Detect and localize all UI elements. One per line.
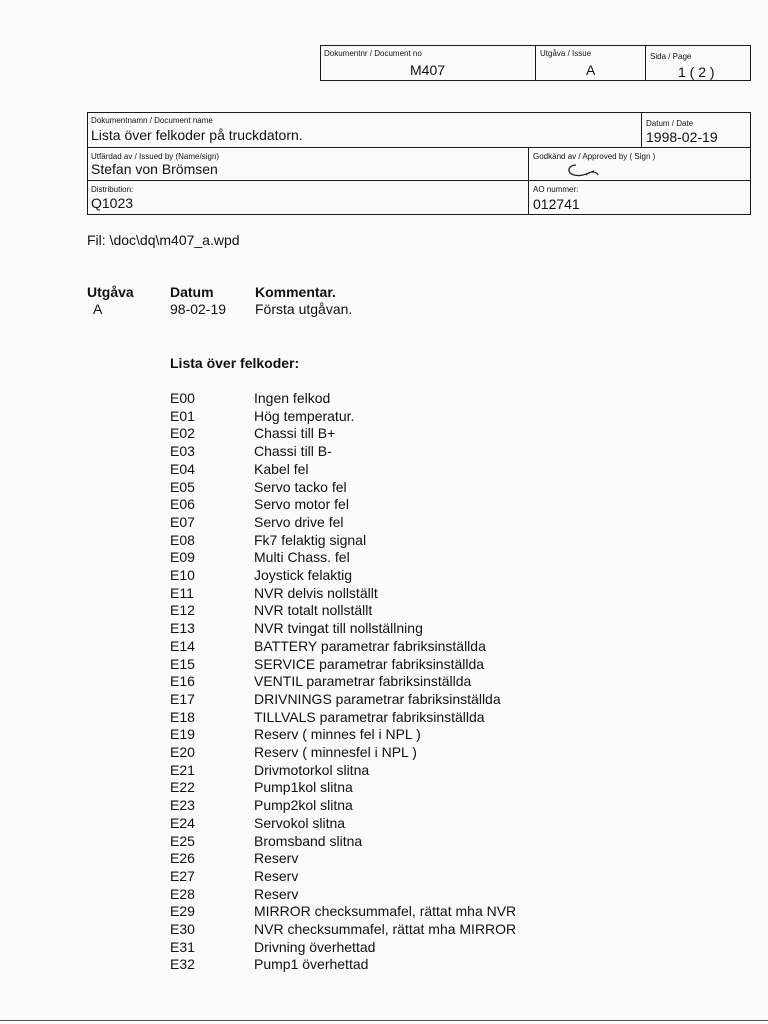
- error-code-row: [0, 903, 700, 921]
- error-code-row: [0, 956, 700, 974]
- error-code-row: [0, 620, 700, 638]
- error-code: E05: [170, 478, 195, 495]
- date-label: Datum / Date: [646, 119, 694, 128]
- error-description: Pump1kol slitna: [254, 779, 353, 796]
- error-code: E09: [170, 549, 195, 566]
- error-description: SERVICE parametrar fabriksinställda: [254, 655, 485, 672]
- revision-date: 98-02-19: [170, 301, 227, 317]
- error-description: Reserv ( minnesfel i NPL ): [254, 744, 417, 760]
- error-code-row: [0, 726, 700, 744]
- error-description: NVR totalt nollställt: [254, 602, 373, 619]
- error-description: MIRROR checksummafel, rättat mha NVR: [254, 903, 517, 920]
- error-description: Fk7 felaktig signal: [254, 531, 367, 548]
- error-code-row: [0, 921, 700, 939]
- error-code: E16: [170, 673, 195, 690]
- ao-value: 012741: [533, 196, 580, 212]
- error-code-row: [0, 868, 700, 886]
- error-code: E26: [170, 850, 195, 867]
- error-code-row: [0, 744, 700, 762]
- error-code: E11: [170, 584, 194, 601]
- error-description: Ingen felkod: [254, 390, 331, 406]
- error-code-row: [0, 762, 700, 780]
- issued-by-value: Stefan von Brömsen: [91, 161, 218, 177]
- error-code-row: [0, 709, 700, 727]
- error-code: E04: [170, 460, 195, 477]
- doc-name-cell: [88, 113, 641, 147]
- error-description: Chassi till B+: [254, 425, 336, 442]
- error-description: Servokol slitna: [254, 814, 346, 831]
- error-code: E00: [170, 390, 195, 406]
- issued-by-label: Utfärdad av / Issued by (Name/sign): [91, 152, 220, 161]
- error-description: DRIVNINGS parametrar fabriksinställda: [254, 690, 501, 707]
- error-description: Multi Chass. fel: [254, 549, 350, 566]
- header-main-box: [87, 112, 751, 215]
- error-code: E17: [170, 690, 195, 707]
- error-description: Reserv: [254, 850, 299, 867]
- error-code: E22: [170, 779, 195, 796]
- issued-by-cell: [88, 149, 528, 180]
- error-code: E07: [170, 513, 195, 530]
- error-code-row: [0, 585, 700, 603]
- error-code: E12: [170, 602, 195, 619]
- error-code: E10: [170, 567, 195, 583]
- error-description: Reserv: [254, 867, 299, 884]
- error-code-row: [0, 797, 700, 815]
- error-code-row: [0, 656, 700, 674]
- error-code-row: [0, 939, 700, 957]
- error-code: E20: [170, 744, 195, 760]
- error-description: Hög temperatur.: [254, 407, 355, 424]
- error-code: E29: [170, 903, 195, 920]
- error-code-row: [0, 850, 700, 868]
- error-code: E31: [170, 938, 195, 955]
- error-code: E15: [170, 655, 195, 672]
- error-code: E03: [170, 443, 195, 460]
- date-cell: [643, 113, 750, 147]
- error-code: E08: [170, 531, 195, 548]
- error-code: E14: [170, 637, 195, 654]
- error-code-row: [0, 549, 700, 567]
- issue-value: A: [586, 62, 596, 78]
- error-description: Pump1 överhettad: [254, 956, 369, 973]
- header-top-box: [320, 45, 751, 81]
- issue-label: Utgåva / Issue: [540, 49, 592, 58]
- distribution-cell: [88, 182, 528, 214]
- distribution-label: Distribution:: [91, 185, 134, 194]
- error-code: E28: [170, 885, 195, 902]
- issue-cell: [537, 46, 645, 80]
- revision-col-issue: Utgåva: [87, 284, 134, 300]
- error-description: Chassi till B-: [254, 443, 332, 460]
- error-description: TILLVALS parametrar fabriksinställda: [254, 708, 485, 725]
- error-code-row: [0, 496, 700, 514]
- error-description: Reserv: [254, 885, 299, 902]
- error-code-row: [0, 514, 700, 532]
- page-value: 1 ( 2 ): [678, 64, 715, 80]
- error-code-row: [0, 390, 700, 408]
- error-description: BATTERY parametrar fabriksinställda: [254, 637, 486, 654]
- error-code: E21: [170, 761, 195, 778]
- error-description: Joystick felaktig: [254, 567, 353, 583]
- doc-no-value: M407: [410, 62, 446, 78]
- doc-name-label: Dokumentnamn / Document name: [91, 116, 213, 125]
- scan-edge-line: [0, 1020, 768, 1021]
- approval-signature: [564, 161, 604, 179]
- error-code-row: [0, 602, 700, 620]
- error-description: Drivmotorkol slitna: [254, 761, 370, 778]
- revision-comment: Första utgåvan.: [255, 301, 353, 317]
- doc-name-value: Lista över felkoder på truckdatorn.: [91, 127, 303, 143]
- error-code-row: [0, 638, 700, 656]
- error-code: E23: [170, 797, 195, 814]
- error-code: E06: [170, 496, 195, 513]
- error-code: E13: [170, 620, 195, 637]
- doc-no-cell: [321, 46, 535, 80]
- file-path: Fil: \doc\dq\m407_a.wpd: [87, 232, 240, 248]
- list-title: Lista över felkoder:: [170, 355, 300, 371]
- error-code-row: [0, 425, 700, 443]
- error-code-row: [0, 479, 700, 497]
- date-value: 1998-02-19: [646, 129, 718, 145]
- error-code-row: [0, 691, 700, 709]
- error-description: Drivning överhettad: [254, 938, 376, 955]
- error-code: E30: [170, 921, 195, 937]
- page-cell: [647, 46, 751, 80]
- error-code: E02: [170, 425, 195, 442]
- error-description: NVR delvis nollställt: [254, 584, 378, 601]
- error-description: NVR tvingat till nollställning: [254, 620, 423, 637]
- doc-no-label: Dokumentnr / Document no: [324, 49, 422, 58]
- revision-issue: A: [93, 301, 103, 317]
- error-code-row: [0, 815, 700, 833]
- error-code: E25: [170, 832, 195, 849]
- error-code: E27: [170, 867, 195, 884]
- error-code: E32: [170, 956, 195, 973]
- error-description: Kabel fel: [254, 460, 309, 477]
- ao-label: AO nummer:: [533, 185, 579, 194]
- error-code-row: [0, 673, 700, 691]
- error-description: Servo tacko fel: [254, 478, 347, 495]
- error-code-row: [0, 461, 700, 479]
- error-description: VENTIL parametrar fabriksinställda: [254, 673, 472, 690]
- error-code-row: [0, 408, 700, 426]
- revision-col-comment: Kommentar.: [255, 284, 336, 300]
- error-description: Bromsband slitna: [254, 832, 363, 849]
- error-code: E19: [170, 726, 195, 743]
- distribution-value: Q1023: [91, 195, 134, 211]
- error-code: E24: [170, 814, 195, 831]
- error-description: Pump2kol slitna: [254, 797, 353, 814]
- approved-cell: [530, 149, 750, 180]
- revision-col-date: Datum: [170, 284, 214, 300]
- approved-label: Godkänd av / Approved by ( Sign ): [533, 152, 656, 161]
- error-code-row: [0, 443, 700, 461]
- error-code-row: [0, 779, 700, 797]
- error-code-row: [0, 567, 700, 585]
- error-code-row: [0, 532, 700, 550]
- error-description: Servo drive fel: [254, 513, 344, 530]
- error-code: E01: [170, 407, 195, 424]
- error-code: E18: [170, 708, 195, 725]
- error-description: Servo motor fel: [254, 496, 349, 513]
- ao-cell: [530, 182, 750, 214]
- error-description: Reserv ( minnes fel i NPL ): [254, 726, 421, 743]
- error-code-row: [0, 833, 700, 851]
- page-label: Sida / Page: [650, 52, 692, 61]
- error-description: NVR checksummafel, rättat mha MIRROR: [254, 921, 517, 937]
- error-code-row: [0, 886, 700, 904]
